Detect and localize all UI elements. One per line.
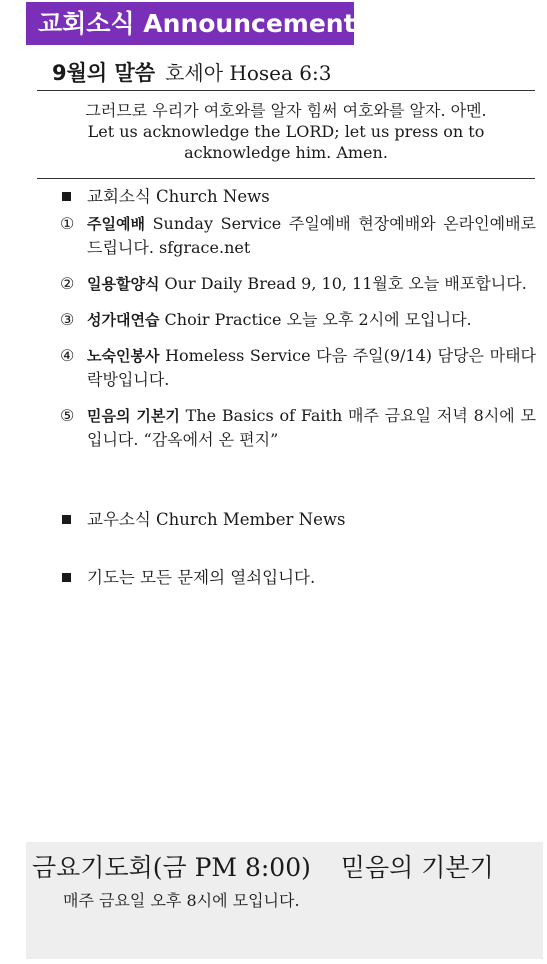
verse-line-english-2: acknowledge him. Amen.: [184, 143, 388, 162]
news-item-daily-bread: [60, 272, 536, 296]
news-item-basics-of-faith: [60, 404, 536, 452]
verse-line-korean: 그러므로 우리가 여호와를 알자 힘써 여호와를 알자. 아멘.: [85, 101, 487, 120]
item-text: The Basics of Faith 매주 금요일 저녁 8시에 모입니다. “감옥에서 온 편지”: [87, 406, 536, 449]
item-text: Sunday Service 주일예배 현장예배와 온라인예배로 드립니다. sfgrace.net: [87, 214, 536, 257]
verse-reference: 호세아 Hosea 6:3: [165, 61, 332, 85]
church-news-list: [60, 212, 536, 464]
church-news-heading-label: 교회소식 Church News: [87, 187, 270, 206]
church-news-heading: [62, 185, 270, 209]
item-title: 주일예배: [87, 215, 145, 233]
item-title: 일용할양식: [87, 275, 160, 293]
square-bullet-icon: [62, 573, 71, 582]
friday-prayer-time-label: 금요기도회(금 PM 8:00): [32, 853, 311, 882]
verse-text: [37, 100, 535, 163]
member-news-heading: [62, 508, 345, 532]
friday-prayer-title: [32, 850, 494, 886]
item-number: ②: [60, 274, 75, 293]
item-text: Homeless Service 다음 주일(9/14) 담당은 마태다락방입니다.: [87, 346, 536, 389]
verse-line-english-1: Let us acknowledge the LORD; let us press on to: [87, 122, 485, 141]
news-item-choir-practice: [60, 308, 536, 332]
item-number: ⑤: [60, 406, 75, 425]
prayer-heading: [62, 566, 315, 590]
item-text: Our Daily Bread 9, 10, 11월호 오늘 배포합니다.: [164, 274, 527, 293]
monthly-verse-title: [52, 58, 331, 88]
announcement-header: 교회소식 Announcement: [26, 2, 354, 45]
member-news-heading-label: 교우소식 Church Member News: [87, 510, 346, 529]
verse-top-divider: [37, 90, 535, 91]
item-title: 노숙인봉사: [87, 347, 160, 365]
friday-prayer-box: [26, 842, 543, 959]
friday-prayer-topic: 믿음의 기본기: [340, 853, 494, 882]
item-title: 믿음의 기본기: [87, 407, 180, 425]
news-item-homeless-service: [60, 344, 536, 392]
news-item-sunday-service: [60, 212, 536, 260]
square-bullet-icon: [62, 192, 71, 201]
square-bullet-icon: [62, 515, 71, 524]
verse-month-label: 9월의 말씀: [52, 61, 156, 85]
prayer-heading-label: 기도는 모든 문제의 열쇠입니다.: [87, 568, 316, 587]
item-number: ①: [60, 214, 75, 233]
friday-prayer-schedule: 매주 금요일 오후 8시에 모입니다.: [63, 891, 300, 910]
item-text: Choir Practice 오늘 오후 2시에 모입니다.: [164, 310, 472, 329]
item-number: ④: [60, 346, 75, 365]
item-number: ③: [60, 310, 75, 329]
item-title: 성가대연습: [87, 311, 160, 329]
verse-bottom-divider: [37, 178, 535, 179]
